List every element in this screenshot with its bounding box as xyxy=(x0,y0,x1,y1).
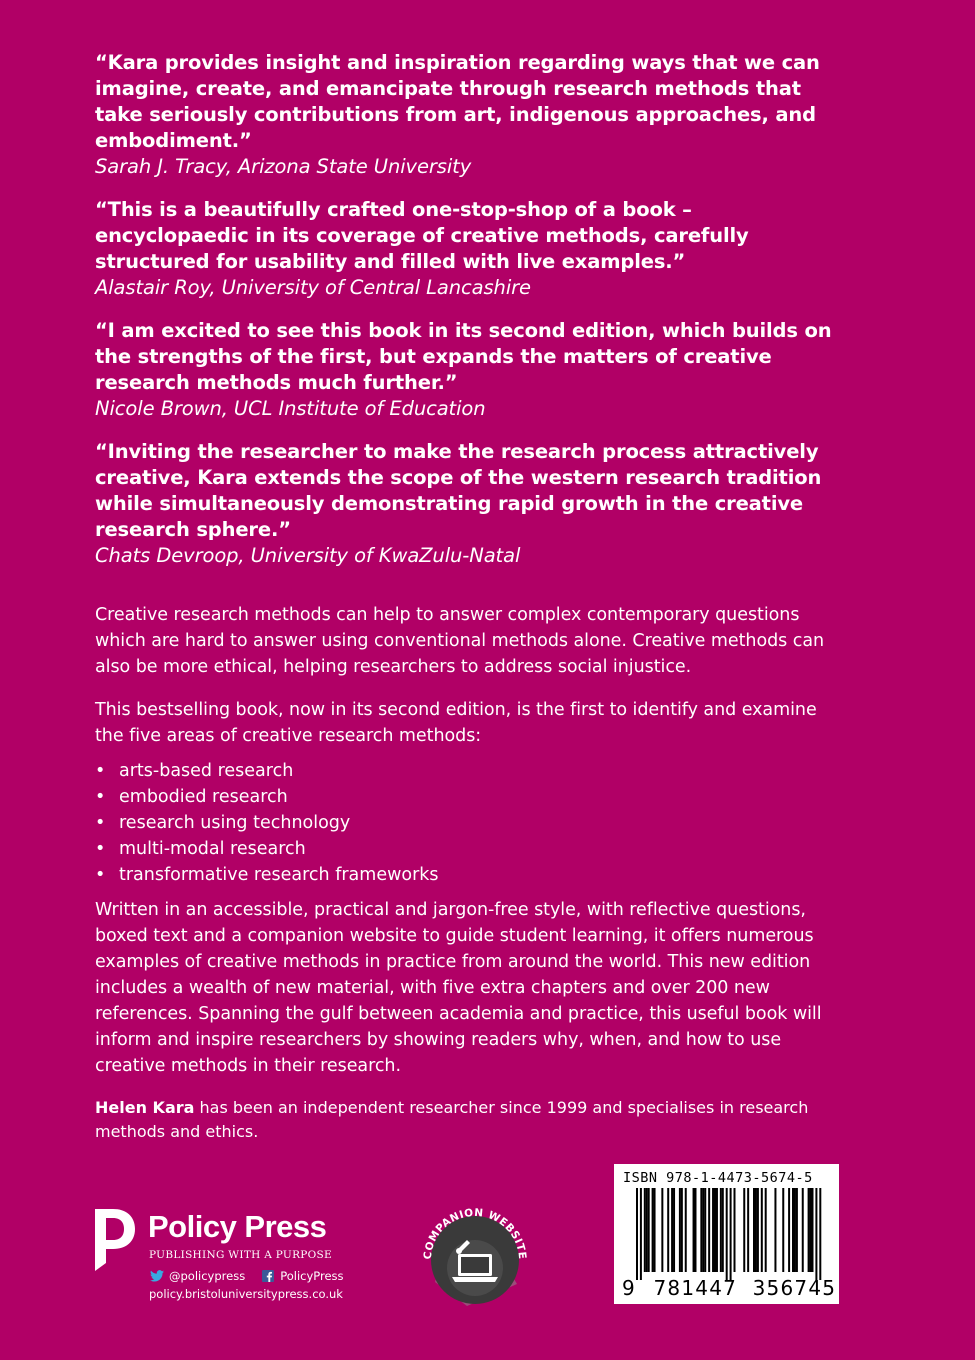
barcode-bar xyxy=(726,1188,728,1280)
barcode-bar xyxy=(667,1188,669,1272)
list-item: • arts-based research xyxy=(95,758,840,784)
barcode-bar xyxy=(708,1188,710,1272)
endorsement-quote: “This is a beautifully crafted one-stop-shop of a book – encyclopaedic in its coverage of creative methods, carefully structured for usability and filled with live examples.” xyxy=(95,198,749,273)
list-item: • research using technology xyxy=(95,810,840,836)
list-item: • embodied research xyxy=(95,784,840,810)
barcode-bar xyxy=(681,1188,683,1272)
barcode-bar xyxy=(722,1188,724,1272)
endorsement xyxy=(95,50,840,180)
barcode-bar xyxy=(702,1188,704,1272)
barcode-bar xyxy=(652,1188,654,1272)
barcode-bar xyxy=(743,1188,745,1272)
endorsement-author: Nicole Brown, UCL Institute of Education xyxy=(95,397,486,420)
endorsement-quote: “Kara provides insight and inspiration regarding ways that we can imagine, create, and emancipate through research methods that take seriously contributions from art, indigenous approaches, and embodiment.” xyxy=(95,51,820,152)
list-item: • transformative research frameworks xyxy=(95,862,840,888)
barcode-bar xyxy=(810,1188,812,1272)
author-bio xyxy=(95,1096,840,1144)
barcode-bar xyxy=(640,1188,642,1280)
barcode-bar xyxy=(757,1188,759,1272)
barcode-bar xyxy=(700,1188,702,1272)
barcode-bar xyxy=(679,1188,681,1272)
barcode-bar xyxy=(774,1188,776,1272)
endorsement-author: Alastair Roy, University of Central Lancashire xyxy=(95,276,531,299)
barcode-bar xyxy=(693,1188,695,1272)
description-paragraph: Creative research methods can help to answer complex contemporary questions which are hard to answer using conventional methods alone. Creative methods can also be more ethical, helping researchers to address social injustice. xyxy=(95,605,825,677)
barcode-bar xyxy=(730,1188,732,1280)
companion-website-badge xyxy=(415,1204,535,1308)
bullet-icon: • xyxy=(95,839,106,859)
barcode-bars xyxy=(622,1188,832,1280)
barcode-bar xyxy=(782,1188,784,1272)
publisher-social xyxy=(150,1269,344,1283)
barcode-bar xyxy=(808,1188,810,1272)
policy-press-logo-icon xyxy=(93,1207,139,1273)
endorsement-author: Chats Devroop, University of KwaZulu-Natal xyxy=(95,544,521,567)
isbn-label: ISBN 978-1-4473-5674-5 xyxy=(623,1170,813,1186)
barcode-bar xyxy=(765,1188,767,1272)
barcode-bar xyxy=(796,1188,798,1272)
barcode-bar xyxy=(695,1188,697,1272)
barcode-bar xyxy=(644,1188,646,1272)
barcode-bar xyxy=(734,1188,736,1272)
barcode-digits xyxy=(622,1276,837,1300)
barcode-bar xyxy=(747,1188,749,1272)
facebook-handle: PolicyPress xyxy=(280,1269,344,1283)
research-areas-list xyxy=(95,758,840,888)
back-cover-text xyxy=(95,50,840,1144)
author-bio-text: has been an independent researcher since 1999 and specialises in research methods and ethics. xyxy=(95,1098,809,1141)
list-item: • multi-modal research xyxy=(95,836,840,862)
barcode-bar xyxy=(815,1188,817,1280)
barcode-bar xyxy=(671,1188,673,1272)
barcode-bar xyxy=(714,1188,716,1272)
barcode-bar xyxy=(704,1188,706,1272)
twitter-handle: @policypress xyxy=(169,1269,246,1283)
bullet-icon: • xyxy=(95,865,106,885)
publisher-block xyxy=(93,1207,363,1307)
publisher-url: policy.bristoluniversitypress.co.uk xyxy=(149,1287,343,1301)
barcode-bar xyxy=(794,1188,796,1272)
publisher-name: Policy Press xyxy=(148,1209,327,1244)
endorsement-quote: “I am excited to see this book in its second edition, which builds on the strengths of the first, but expands the matters of creative research methods much further.” xyxy=(95,319,832,394)
endorsement-quote: “Inviting the researcher to make the research process attractively creative, Kara extends the scope of the western research tradition while simultaneously demonstrating rapid growth in the creative research sphere.” xyxy=(95,440,822,541)
publisher-tagline: PUBLISHING WITH A PURPOSE xyxy=(149,1249,333,1261)
barcode-bar xyxy=(716,1188,718,1272)
barcode-first-digit: 9 xyxy=(622,1276,636,1300)
description-paragraph: This bestselling book, now in its second edition, is the first to identify and examine the five areas of creative research methods: xyxy=(95,700,817,746)
barcode-right-group: 356745 xyxy=(752,1276,837,1300)
barcode-bar xyxy=(654,1188,656,1272)
bullet-icon: • xyxy=(95,761,106,781)
barcode-bar xyxy=(646,1188,648,1272)
twitter-icon xyxy=(150,1270,164,1282)
barcode-bar xyxy=(755,1188,757,1272)
endorsement xyxy=(95,439,840,569)
description-paragraph: Written in an accessible, practical and jargon-free style, with reflective questions, boxed text and a companion website to guide student learning, it offers numerous examples of creative methods in practice from around the world. This new edition includes a wealth of new material, with five extra chapters and over 200 new references. Spanning the gulf between academia and practice, this useful book will inform and inspire researchers by showing readers why, when, and how to use creative methods in their research. xyxy=(95,900,822,1076)
barcode-bar xyxy=(636,1188,638,1280)
barcode-bar xyxy=(761,1188,763,1272)
barcode-bar xyxy=(661,1188,663,1272)
barcode-bar xyxy=(648,1188,650,1272)
badge-text: COMPANION WEBSITE xyxy=(421,1206,529,1260)
bullet-icon: • xyxy=(95,787,106,807)
facebook-icon xyxy=(261,1270,275,1282)
barcode-bar xyxy=(712,1188,714,1272)
endorsement xyxy=(95,318,840,422)
isbn-barcode xyxy=(614,1164,839,1304)
barcode-bar xyxy=(812,1188,814,1272)
endorsement xyxy=(95,197,840,301)
barcode-bar xyxy=(802,1188,804,1272)
author-name: Helen Kara xyxy=(95,1098,195,1117)
barcode-bar xyxy=(685,1188,687,1272)
barcode-bar xyxy=(720,1188,722,1272)
barcode-bar xyxy=(788,1188,790,1272)
bullet-icon: • xyxy=(95,813,106,833)
barcode-bar xyxy=(819,1188,821,1280)
barcode-bar xyxy=(673,1188,675,1272)
barcode-left-group: 781447 xyxy=(653,1276,738,1300)
barcode-bar xyxy=(753,1188,755,1272)
barcode-bar xyxy=(792,1188,794,1272)
endorsement-author: Sarah J. Tracy, Arizona State University xyxy=(95,155,472,178)
